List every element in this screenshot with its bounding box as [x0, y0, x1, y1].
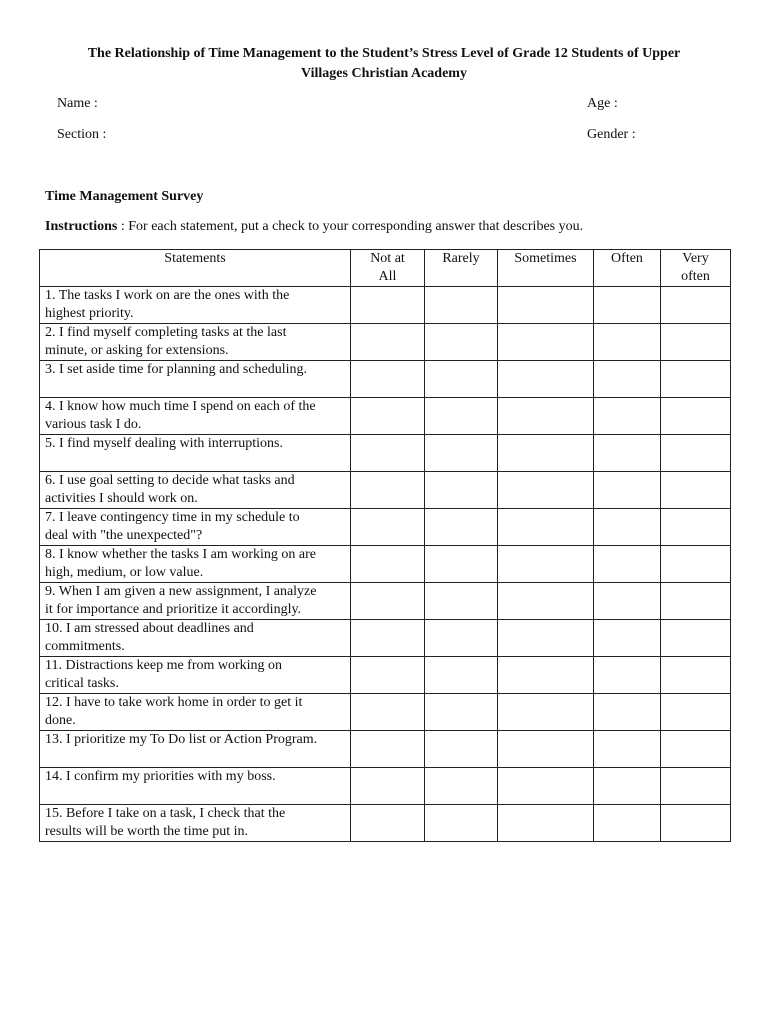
column-header-not-at-all — [351, 250, 425, 287]
column-header-not-at-all-line-1: Not at — [370, 251, 405, 266]
statement-text-line-1: 7. I leave contingency time in my schedule to — [45, 510, 300, 525]
answer-cell-very-often[interactable] — [661, 287, 731, 324]
statement-text-line-1: 10. I am stressed about deadlines and — [45, 621, 254, 636]
answer-cell-often[interactable] — [594, 546, 661, 583]
statement-text-line-1: 2. I find myself completing tasks at the last — [45, 325, 287, 340]
statement-cell — [40, 287, 351, 324]
document-title-line-1: The Relationship of Time Management to the Student’s Stress Level of Grade 12 Students of Upper — [87, 46, 681, 61]
answer-cell-often[interactable] — [594, 287, 661, 324]
answer-cell-sometimes[interactable] — [498, 546, 594, 583]
answer-cell-rarely[interactable] — [425, 509, 498, 546]
answer-cell-often[interactable] — [594, 620, 661, 657]
section-field-label: Section : — [57, 127, 107, 142]
statement-text-line-1: 8. I know whether the tasks I am working on are — [45, 547, 316, 562]
answer-cell-rarely[interactable] — [425, 546, 498, 583]
answer-cell-often[interactable] — [594, 361, 661, 398]
statement-cell — [40, 472, 351, 509]
statement-text-line-1: 4. I know how much time I spend on each of the — [45, 399, 316, 414]
statement-cell — [40, 805, 351, 842]
table-row — [40, 509, 731, 546]
answer-cell-very-often[interactable] — [661, 509, 731, 546]
answer-cell-often[interactable] — [594, 435, 661, 472]
answer-cell-not-at-all[interactable] — [351, 287, 425, 324]
document-title-line-2: Villages Christian Academy — [301, 66, 467, 81]
survey-table-body — [40, 287, 731, 842]
answer-cell-sometimes[interactable] — [498, 731, 594, 768]
answer-cell-rarely[interactable] — [425, 768, 498, 805]
answer-cell-very-often[interactable] — [661, 435, 731, 472]
answer-cell-not-at-all[interactable] — [351, 361, 425, 398]
answer-cell-not-at-all[interactable] — [351, 546, 425, 583]
table-row — [40, 287, 731, 324]
table-header-row — [40, 250, 731, 287]
answer-cell-often[interactable] — [594, 472, 661, 509]
instructions-label: Instructions — [45, 219, 118, 234]
answer-cell-not-at-all[interactable] — [351, 324, 425, 361]
document-title — [40, 44, 728, 84]
instructions-text: : For each statement, put a check to your corresponding answer that describes you. — [117, 219, 584, 234]
statement-text-line-1: 11. Distractions keep me from working on — [45, 658, 283, 673]
statement-cell — [40, 435, 351, 472]
answer-cell-very-often[interactable] — [661, 805, 731, 842]
answer-cell-sometimes[interactable] — [498, 287, 594, 324]
answer-cell-sometimes[interactable] — [498, 694, 594, 731]
answer-cell-not-at-all[interactable] — [351, 657, 425, 694]
answer-cell-sometimes[interactable] — [498, 398, 594, 435]
statement-text-line-2: various task I do. — [45, 417, 142, 432]
statement-text-line-1: 1. The tasks I work on are the ones with the — [45, 288, 290, 303]
answer-cell-sometimes[interactable] — [498, 324, 594, 361]
answer-cell-sometimes[interactable] — [498, 509, 594, 546]
survey-title: Time Management Survey — [45, 189, 204, 204]
statement-text-line-2: it for importance and prioritize it accordingly. — [45, 602, 302, 617]
statement-text-line-2: minute, or asking for extensions. — [45, 343, 229, 358]
statement-cell — [40, 398, 351, 435]
answer-cell-often[interactable] — [594, 509, 661, 546]
column-header-statements: Statements — [40, 250, 351, 287]
statement-text-line-2: activities I should work on. — [45, 491, 198, 506]
column-header-very-often-line-1: Very — [682, 251, 709, 266]
answer-cell-not-at-all[interactable] — [351, 509, 425, 546]
column-header-rarely: Rarely — [425, 250, 498, 287]
answer-cell-often[interactable] — [594, 768, 661, 805]
answer-cell-not-at-all[interactable] — [351, 620, 425, 657]
answer-cell-often[interactable] — [594, 805, 661, 842]
answer-cell-very-often[interactable] — [661, 472, 731, 509]
statement-text-line-2: deal with "the unexpected"? — [45, 528, 203, 543]
column-header-very-often-line-2: often — [681, 269, 710, 284]
answer-cell-not-at-all[interactable] — [351, 768, 425, 805]
answer-cell-rarely[interactable] — [425, 324, 498, 361]
statement-cell — [40, 509, 351, 546]
statement-cell — [40, 324, 351, 361]
statement-text-line-1: 13. I prioritize my To Do list or Action Program. — [45, 732, 318, 747]
answer-cell-not-at-all[interactable] — [351, 805, 425, 842]
statement-cell — [40, 361, 351, 398]
answer-cell-sometimes[interactable] — [498, 583, 594, 620]
table-row — [40, 657, 731, 694]
answer-cell-very-often[interactable] — [661, 361, 731, 398]
table-row — [40, 472, 731, 509]
table-row — [40, 398, 731, 435]
answer-cell-rarely[interactable] — [425, 731, 498, 768]
answer-cell-not-at-all[interactable] — [351, 731, 425, 768]
table-row — [40, 768, 731, 805]
answer-cell-very-often[interactable] — [661, 657, 731, 694]
statement-cell — [40, 546, 351, 583]
table-row — [40, 694, 731, 731]
statement-text-line-2: highest priority. — [45, 306, 134, 321]
statement-cell — [40, 583, 351, 620]
gender-field-label: Gender : — [587, 127, 636, 142]
answer-cell-often[interactable] — [594, 657, 661, 694]
column-header-very-often — [661, 250, 731, 287]
answer-cell-very-often[interactable] — [661, 768, 731, 805]
answer-cell-rarely[interactable] — [425, 287, 498, 324]
answer-cell-very-often[interactable] — [661, 324, 731, 361]
statement-cell — [40, 657, 351, 694]
statement-text-line-1: 15. Before I take on a task, I check that the — [45, 806, 286, 821]
instructions — [45, 218, 583, 236]
answer-cell-rarely[interactable] — [425, 657, 498, 694]
answer-cell-often[interactable] — [594, 731, 661, 768]
answer-cell-sometimes[interactable] — [498, 768, 594, 805]
statement-text-line-2: commitments. — [45, 639, 125, 654]
statement-cell — [40, 731, 351, 768]
answer-cell-rarely[interactable] — [425, 435, 498, 472]
age-field-label: Age : — [587, 96, 618, 111]
statement-text-line-2: critical tasks. — [45, 676, 119, 691]
answer-cell-rarely[interactable] — [425, 472, 498, 509]
answer-cell-very-often[interactable] — [661, 620, 731, 657]
answer-cell-sometimes[interactable] — [498, 657, 594, 694]
column-header-not-at-all-line-2: All — [378, 269, 397, 284]
answer-cell-rarely[interactable] — [425, 583, 498, 620]
answer-cell-rarely[interactable] — [425, 694, 498, 731]
statement-text-line-1: 14. I confirm my priorities with my boss. — [45, 769, 276, 784]
answer-cell-sometimes[interactable] — [498, 435, 594, 472]
answer-cell-often[interactable] — [594, 398, 661, 435]
answer-cell-not-at-all[interactable] — [351, 435, 425, 472]
table-row — [40, 361, 731, 398]
statement-cell — [40, 694, 351, 731]
answer-cell-very-often[interactable] — [661, 583, 731, 620]
statement-text-line-1: 12. I have to take work home in order to get it — [45, 695, 303, 710]
statement-text-line-1: 6. I use goal setting to decide what tasks and — [45, 473, 295, 488]
column-header-often: Often — [594, 250, 661, 287]
answer-cell-sometimes[interactable] — [498, 361, 594, 398]
statement-text-line-1: 5. I find myself dealing with interruptions. — [45, 436, 283, 451]
answer-cell-not-at-all[interactable] — [351, 694, 425, 731]
answer-cell-often[interactable] — [594, 324, 661, 361]
answer-cell-often[interactable] — [594, 583, 661, 620]
answer-cell-rarely[interactable] — [425, 398, 498, 435]
answer-cell-not-at-all[interactable] — [351, 398, 425, 435]
table-row — [40, 620, 731, 657]
statement-text-line-2: high, medium, or low value. — [45, 565, 204, 580]
statement-cell — [40, 768, 351, 805]
table-row — [40, 324, 731, 361]
column-header-sometimes: Sometimes — [498, 250, 594, 287]
answer-cell-rarely[interactable] — [425, 620, 498, 657]
answer-cell-very-often[interactable] — [661, 731, 731, 768]
answer-cell-very-often[interactable] — [661, 546, 731, 583]
answer-cell-rarely[interactable] — [425, 361, 498, 398]
name-field-label: Name : — [57, 96, 98, 111]
answer-cell-sometimes[interactable] — [498, 620, 594, 657]
table-row — [40, 583, 731, 620]
statement-text-line-2: done. — [45, 713, 76, 728]
answer-cell-sometimes[interactable] — [498, 472, 594, 509]
statement-cell — [40, 620, 351, 657]
table-row — [40, 805, 731, 842]
answer-cell-very-often[interactable] — [661, 398, 731, 435]
table-row — [40, 435, 731, 472]
table-row — [40, 546, 731, 583]
answer-cell-sometimes[interactable] — [498, 805, 594, 842]
survey-table — [39, 249, 731, 842]
answer-cell-not-at-all[interactable] — [351, 583, 425, 620]
answer-cell-very-often[interactable] — [661, 694, 731, 731]
statement-text-line-1: 3. I set aside time for planning and scheduling. — [45, 362, 308, 377]
table-row — [40, 731, 731, 768]
statement-text-line-2: results will be worth the time put in. — [45, 824, 248, 839]
statement-text-line-1: 9. When I am given a new assignment, I analyze — [45, 584, 317, 599]
answer-cell-not-at-all[interactable] — [351, 472, 425, 509]
answer-cell-rarely[interactable] — [425, 805, 498, 842]
answer-cell-often[interactable] — [594, 694, 661, 731]
